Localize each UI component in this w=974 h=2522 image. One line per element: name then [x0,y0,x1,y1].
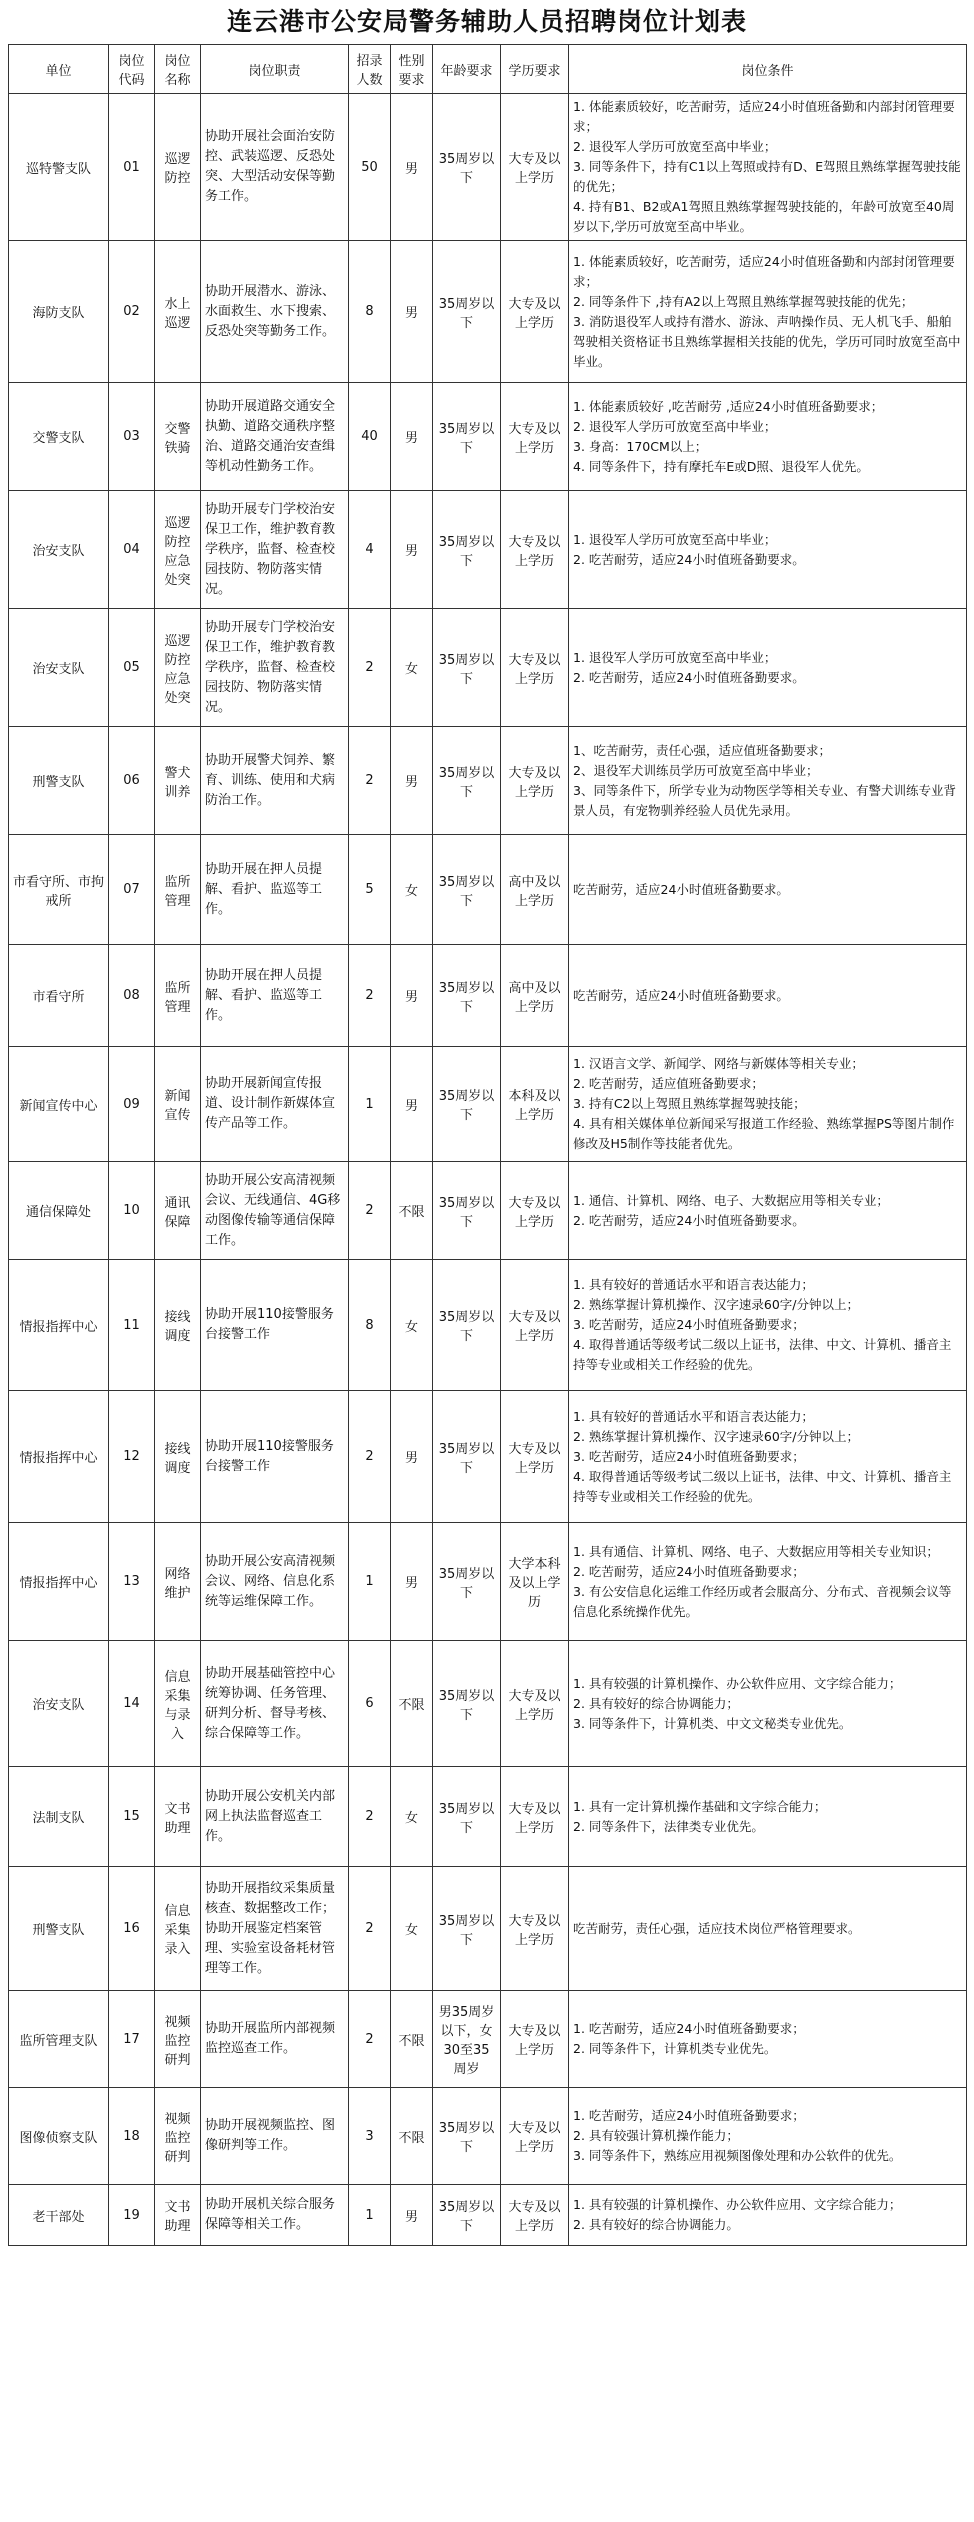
unit-cell: 通信保障处 [9,1162,109,1260]
duty-cell: 协助开展视频监控、图像研判等工作。 [201,2088,349,2185]
unit-cell: 治安支队 [9,1641,109,1767]
code-cell: 15 [109,1767,155,1867]
table-row [9,383,967,491]
duty-cell: 协助开展新闻宣传报道、设计制作新媒体宣传产品等工作。 [201,1047,349,1162]
headcount-cell: 1 [349,1047,391,1162]
age-cell: 35周岁以下 [433,241,501,383]
gender-cell: 女 [391,609,433,727]
headcount-cell: 2 [349,609,391,727]
age-cell: 35周岁以下 [433,2088,501,2185]
conditions-cell [569,94,967,241]
code-cell: 03 [109,383,155,491]
table-row [9,1991,967,2088]
condition-line: 1. 体能素质较好 ,吃苦耐劳 ,适应24小时值班备勤要求； [573,398,884,414]
duty-cell: 协助开展专门学校治安保卫工作，维护教育教学秩序，监督、检查校园技防、物防落实情况。 [201,491,349,609]
unit-cell: 情报指挥中心 [9,1260,109,1391]
condition-line: 1. 退役军人学历可放宽至高中毕业； [573,649,777,665]
education-cell: 大专及以上学历 [501,491,569,609]
header-row [9,45,967,94]
post-name-cell: 通讯保障 [155,1162,201,1260]
conditions-cell [569,1767,967,1867]
code-cell: 04 [109,491,155,609]
condition-line: 1. 体能素质较好，吃苦耐劳，适应24小时值班备勤和内部封闭管理要求； [573,99,955,134]
unit-cell: 图像侦察支队 [9,2088,109,2185]
conditions-cell [569,835,967,945]
age-cell: 35周岁以下 [433,727,501,835]
table-row [9,945,967,1047]
post-name-cell: 文书助理 [155,2185,201,2246]
table-row [9,1641,967,1767]
post-name-cell: 警犬训养 [155,727,201,835]
age-cell: 35周岁以下 [433,383,501,491]
headcount-cell: 2 [349,945,391,1047]
unit-cell: 监所管理支队 [9,1991,109,2088]
condition-line: 3. 同等条件下，计算机类、中文文秘类专业优先。 [573,1715,852,1731]
duty-cell: 协助开展监所内部视频监控巡查工作。 [201,1991,349,2088]
condition-line: 3. 同等条件下，熟练应用视频图像处理和办公软件的优先。 [573,2148,902,2163]
gender-cell: 女 [391,1260,433,1391]
code-cell: 12 [109,1391,155,1523]
age-cell: 35周岁以下 [433,1260,501,1391]
table-row [9,2088,967,2185]
table-row [9,1867,967,1991]
gender-cell: 女 [391,1767,433,1867]
age-cell: 男35周岁以下，女30至35周岁 [433,1991,501,2088]
conditions-cell [569,1162,967,1260]
condition-line: 2. 具有较好的综合协调能力。 [573,2217,739,2232]
condition-line: 3. 吃苦耐劳，适应24小时值班备勤要求； [573,1317,805,1332]
gender-cell: 男 [391,94,433,241]
duty-cell: 协助开展公安高清视频会议、网络、信息化系统等运维保障工作。 [201,1523,349,1641]
condition-line: 1、吃苦耐劳，责任心强，适应值班备勤要求； [573,742,831,758]
unit-cell: 交警支队 [9,383,109,491]
post-name-cell: 巡逻防控 [155,94,201,241]
post-name-cell: 接线调度 [155,1260,201,1391]
conditions-cell [569,383,967,491]
duty-cell: 协助开展基础管控中心统筹协调、任务管理、研判分析、督导考核、综合保障等工作。 [201,1641,349,1767]
condition-line: 3、同等条件下，所学专业为动物医学等相关专业、有警犬训练专业背景人员，有宠物驯养经验人员优先录用。 [573,782,956,818]
age-cell: 35周岁以下 [433,835,501,945]
education-cell: 大专及以上学历 [501,94,569,241]
code-cell: 07 [109,835,155,945]
condition-line: 2. 同等条件下，计算机类专业优先。 [573,2041,777,2056]
duty-cell: 协助开展机关综合服务保障等相关工作。 [201,2185,349,2246]
condition-line: 1. 汉语言文学、新闻学、网络与新媒体等相关专业； [573,1056,864,1071]
condition-line: 2. 同等条件下 ,持有A2以上驾照且熟练掌握驾驶技能的优先； [573,293,914,309]
headcount-cell: 1 [349,2185,391,2246]
unit-cell: 新闻宣传中心 [9,1047,109,1162]
duty-cell: 协助开展专门学校治安保卫工作，维护教育教学秩序，监督、检查校园技防、物防落实情况。 [201,609,349,727]
condition-line: 1. 吃苦耐劳，适应24小时值班备勤要求； [573,2021,805,2036]
headcount-cell: 6 [349,1641,391,1767]
education-cell: 大专及以上学历 [501,727,569,835]
table-row [9,609,967,727]
duty-cell: 协助开展指纹采集质量核查、数据整改工作；协助开展鉴定档案管理、实验室设备耗材管理等工作。 [201,1867,349,1991]
conditions-cell [569,727,967,835]
headcount-cell: 2 [349,1867,391,1991]
age-cell: 35周岁以下 [433,1047,501,1162]
headcount-cell: 1 [349,1523,391,1641]
condition-line: 3. 身高：170CM以上； [573,438,708,454]
unit-cell: 刑警支队 [9,1867,109,1991]
table-row [9,2185,967,2246]
headcount-cell: 5 [349,835,391,945]
condition-line: 2. 具有较好的综合协调能力； [573,1695,739,1711]
condition-line: 1. 具有较好的普通话水平和语言表达能力； [573,1277,814,1292]
education-cell: 大专及以上学历 [501,1641,569,1767]
gender-cell: 不限 [391,1162,433,1260]
condition-line: 4. 取得普通话等级考试二级以上证书，法律、中文、计算机、播音主持等专业或相关工作经验的优先。 [573,1337,952,1372]
code-cell: 19 [109,2185,155,2246]
conditions-cell [569,1260,967,1391]
code-cell: 01 [109,94,155,241]
code-cell: 16 [109,1867,155,1991]
headcount-cell: 2 [349,1767,391,1867]
education-cell: 高中及以上学历 [501,945,569,1047]
unit-cell: 情报指挥中心 [9,1391,109,1523]
headcount-cell: 3 [349,2088,391,2185]
code-cell: 17 [109,1991,155,2088]
condition-line: 2. 吃苦耐劳，适应24小时值班备勤要求； [573,1563,805,1579]
post-name-cell: 新闻宣传 [155,1047,201,1162]
condition-line: 2. 吃苦耐劳，适应24小时值班备勤要求。 [573,669,805,685]
table-row [9,1260,967,1391]
duty-cell: 协助开展社会面治安防控、武装巡逻、反恐处突、大型活动安保等勤务工作。 [201,94,349,241]
post-name-cell: 信息采集与录入 [155,1641,201,1767]
post-name-cell: 视频监控研判 [155,1991,201,2088]
post-name-cell: 交警铁骑 [155,383,201,491]
condition-line: 1. 吃苦耐劳，适应24小时值班备勤要求； [573,2108,805,2123]
condition-line: 3. 同等条件下，持有C1以上驾照或持有D、E驾照且熟练掌握驾驶技能的优先； [573,159,961,194]
education-cell: 大专及以上学历 [501,2185,569,2246]
condition-line: 2. 吃苦耐劳，适应值班备勤要求； [573,1076,764,1091]
condition-line: 吃苦耐劳，适应24小时值班备勤要求。 [573,987,789,1003]
unit-cell: 刑警支队 [9,727,109,835]
table-row [9,94,967,241]
headcount-cell: 2 [349,1991,391,2088]
education-cell: 大专及以上学历 [501,1991,569,2088]
education-cell: 大专及以上学历 [501,1767,569,1867]
duty-cell: 协助开展在押人员提解、看护、监巡等工作。 [201,835,349,945]
gender-cell: 男 [391,491,433,609]
table-row [9,491,967,609]
condition-line: 1. 具有较强的计算机操作、办公软件应用、文字综合能力； [573,1675,902,1691]
education-cell: 大专及以上学历 [501,383,569,491]
code-cell: 10 [109,1162,155,1260]
gender-cell: 男 [391,383,433,491]
header-edu: 学历要求 [501,45,569,94]
condition-line: 1. 体能素质较好，吃苦耐劳，适应24小时值班备勤和内部封闭管理要求； [573,253,955,289]
code-cell: 18 [109,2088,155,2185]
condition-line: 吃苦耐劳，责任心强，适应技术岗位严格管理要求。 [573,1920,861,1936]
conditions-cell [569,1047,967,1162]
gender-cell: 男 [391,1391,433,1523]
table-row [9,727,967,835]
unit-cell: 老干部处 [9,2185,109,2246]
gender-cell: 男 [391,1523,433,1641]
education-cell: 大专及以上学历 [501,1867,569,1991]
age-cell: 35周岁以下 [433,945,501,1047]
post-name-cell: 信息采集录入 [155,1867,201,1991]
headcount-cell: 8 [349,1260,391,1391]
gender-cell: 男 [391,727,433,835]
education-cell: 大专及以上学历 [501,1162,569,1260]
conditions-cell [569,1867,967,1991]
table-row [9,1162,967,1260]
header-duty: 岗位职责 [201,45,349,94]
education-cell: 大学本科及以上学历 [501,1523,569,1641]
header-conditions: 岗位条件 [569,45,967,94]
age-cell: 35周岁以下 [433,1641,501,1767]
table-row [9,1523,967,1641]
condition-line: 3. 有公安信息化运维工作经历或者会服高分、分布式、音视频会议等信息化系统操作优先。 [573,1583,952,1619]
condition-line: 4. 持有B1、B2或A1驾照且熟练掌握驾驶技能的，年龄可放宽至40周岁以下,学历可放宽至高中毕业。 [573,199,955,234]
conditions-cell [569,1523,967,1641]
age-cell: 35周岁以下 [433,1867,501,1991]
code-cell: 06 [109,727,155,835]
condition-line: 吃苦耐劳，适应24小时值班备勤要求。 [573,881,789,897]
conditions-cell [569,1391,967,1523]
condition-line: 2. 吃苦耐劳，适应24小时值班备勤要求。 [573,1212,805,1228]
condition-line: 3. 持有C2以上驾照且熟练掌握驾驶技能； [573,1096,806,1111]
condition-line: 3. 消防退役军人或持有潜水、游泳、声呐操作员、无人机飞手、船舶驾驶相关资格证书且熟练掌握相关技能的优先，学历可同时放宽至高中毕业。 [573,313,961,369]
code-cell: 11 [109,1260,155,1391]
gender-cell: 女 [391,1867,433,1991]
table-row [9,1767,967,1867]
headcount-cell: 8 [349,241,391,383]
condition-line: 2、退役军犬训练员学历可放宽至高中毕业； [573,762,819,778]
conditions-cell [569,241,967,383]
condition-line: 1. 具有较强的计算机操作、办公软件应用、文字综合能力； [573,2197,902,2212]
conditions-cell [569,491,967,609]
condition-line: 2. 熟练掌握计算机操作、汉字速录60字/分钟以上； [573,1428,860,1444]
table-row [9,241,967,383]
gender-cell: 男 [391,241,433,383]
education-cell: 大专及以上学历 [501,609,569,727]
duty-cell: 协助开展警犬饲养、繁育、训练、使用和犬病防治工作。 [201,727,349,835]
header-code: 岗位代码 [109,45,155,94]
age-cell: 35周岁以下 [433,1391,501,1523]
gender-cell: 不限 [391,2088,433,2185]
table-row [9,835,967,945]
code-cell: 13 [109,1523,155,1641]
condition-line: 2. 具有较强计算机操作能力； [573,2128,739,2143]
header-name: 岗位名称 [155,45,201,94]
condition-line: 1. 具有较好的普通话水平和语言表达能力； [573,1408,814,1424]
duty-cell: 协助开展公安机关内部网上执法监督巡查工作。 [201,1767,349,1867]
age-cell: 35周岁以下 [433,1767,501,1867]
header-age: 年龄要求 [433,45,501,94]
headcount-cell: 40 [349,383,391,491]
condition-line: 4. 具有相关媒体单位新闻采写报道工作经验、熟练掌握PS等图片制作修改及H5制作等技能者优先。 [573,1116,955,1151]
gender-cell: 男 [391,2185,433,2246]
code-cell: 02 [109,241,155,383]
condition-line: 2. 熟练掌握计算机操作、汉字速录60字/分钟以上； [573,1297,860,1312]
education-cell: 大专及以上学历 [501,1260,569,1391]
duty-cell: 协助开展公安高清视频会议、无线通信、4G移动图像传输等通信保障工作。 [201,1162,349,1260]
age-cell: 35周岁以下 [433,491,501,609]
condition-line: 1. 具有通信、计算机、网络、电子、大数据应用等相关专业知识； [573,1543,939,1559]
code-cell: 05 [109,609,155,727]
education-cell: 大专及以上学历 [501,2088,569,2185]
gender-cell: 不限 [391,1991,433,2088]
gender-cell: 女 [391,835,433,945]
unit-cell: 市看守所、市拘戒所 [9,835,109,945]
condition-line: 2. 吃苦耐劳，适应24小时值班备勤要求。 [573,551,805,567]
gender-cell: 男 [391,945,433,1047]
headcount-cell: 50 [349,94,391,241]
post-name-cell: 网络维护 [155,1523,201,1641]
page-title: 连云港市公安局警务辅助人员招聘岗位计划表 [226,7,747,36]
conditions-cell [569,945,967,1047]
conditions-cell [569,609,967,727]
duty-cell: 协助开展110接警服务台接警工作 [201,1260,349,1391]
condition-line: 4. 同等条件下，持有摩托车E或D照、退役军人优先。 [573,458,869,474]
table-row [9,1391,967,1523]
header-num: 招录人数 [349,45,391,94]
condition-line: 2. 同等条件下，法律类专业优先。 [573,1818,764,1834]
unit-cell: 治安支队 [9,609,109,727]
age-cell: 35周岁以下 [433,609,501,727]
post-name-cell: 监所管理 [155,835,201,945]
duty-cell: 协助开展110接警服务台接警工作 [201,1391,349,1523]
unit-cell: 海防支队 [9,241,109,383]
unit-cell: 治安支队 [9,491,109,609]
age-cell: 35周岁以下 [433,1162,501,1260]
code-cell: 14 [109,1641,155,1767]
headcount-cell: 2 [349,1162,391,1260]
conditions-cell [569,2088,967,2185]
age-cell: 35周岁以下 [433,2185,501,2246]
post-name-cell: 文书助理 [155,1767,201,1867]
table-row [9,1047,967,1162]
post-name-cell: 水上巡逻 [155,241,201,383]
unit-cell: 巡特警支队 [9,94,109,241]
age-cell: 35周岁以下 [433,1523,501,1641]
unit-cell: 市看守所 [9,945,109,1047]
gender-cell: 不限 [391,1641,433,1767]
condition-line: 1. 通信、计算机、网络、电子、大数据应用等相关专业； [573,1192,889,1208]
post-name-cell: 视频监控研判 [155,2088,201,2185]
age-cell: 35周岁以下 [433,94,501,241]
condition-line: 4. 取得普通话等级考试二级以上证书，法律、中文、计算机、播音主持等专业或相关工作经验的优先。 [573,1468,952,1504]
condition-line: 3. 吃苦耐劳，适应24小时值班备勤要求； [573,1448,805,1464]
education-cell: 本科及以上学历 [501,1047,569,1162]
duty-cell: 协助开展道路交通安全执勤、道路交通秩序整治、道路交通治安查缉等机动性勤务工作。 [201,383,349,491]
headcount-cell: 4 [349,491,391,609]
condition-line: 2. 退役军人学历可放宽至高中毕业； [573,139,777,154]
condition-line: 1. 退役军人学历可放宽至高中毕业； [573,531,777,547]
post-name-cell: 接线调度 [155,1391,201,1523]
duty-cell: 协助开展潜水、游泳、水面救生、水下搜索、反恐处突等勤务工作。 [201,241,349,383]
code-cell: 09 [109,1047,155,1162]
education-cell: 高中及以上学历 [501,835,569,945]
post-name-cell: 监所管理 [155,945,201,1047]
header-gender: 性别要求 [391,45,433,94]
post-name-cell: 巡逻防控应急处突 [155,609,201,727]
conditions-cell [569,1991,967,2088]
education-cell: 大专及以上学历 [501,241,569,383]
duty-cell: 协助开展在押人员提解、看护、监巡等工作。 [201,945,349,1047]
headcount-cell: 2 [349,727,391,835]
education-cell: 大专及以上学历 [501,1391,569,1523]
unit-cell: 法制支队 [9,1767,109,1867]
condition-line: 2. 退役军人学历可放宽至高中毕业； [573,418,777,434]
conditions-cell [569,1641,967,1767]
post-name-cell: 巡逻防控应急处突 [155,491,201,609]
gender-cell: 男 [391,1047,433,1162]
conditions-cell [569,2185,967,2246]
condition-line: 1. 具有一定计算机操作基础和文字综合能力； [573,1798,827,1814]
code-cell: 08 [109,945,155,1047]
header-unit: 单位 [9,45,109,94]
unit-cell: 情报指挥中心 [9,1523,109,1641]
headcount-cell: 2 [349,1391,391,1523]
recruitment-table [8,44,967,2246]
